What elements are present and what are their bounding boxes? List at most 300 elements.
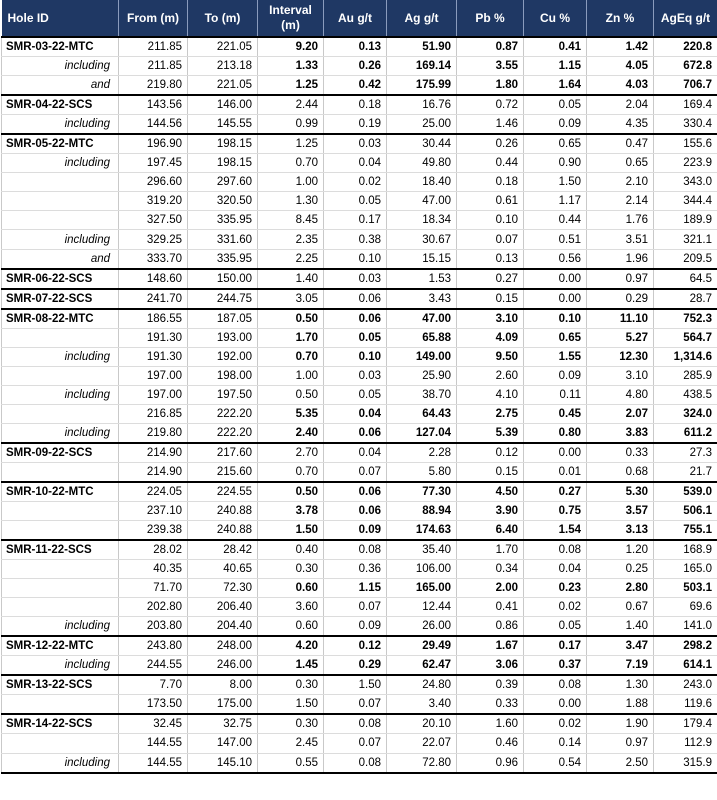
interval-cell: 2.40: [258, 424, 324, 444]
ag-cell: 165.00: [387, 579, 457, 598]
from-cell: 333.70: [119, 249, 188, 269]
ageq-cell: 141.0: [654, 617, 717, 637]
ag-cell: 1.53: [387, 269, 457, 289]
pb-cell: 0.39: [457, 675, 524, 695]
from-cell: 237.10: [119, 502, 188, 521]
table-row: [2, 37, 717, 57]
ag-cell: 3.43: [387, 289, 457, 309]
zn-cell: 4.03: [587, 76, 654, 96]
ag-cell: 25.00: [387, 115, 457, 135]
ageq-cell: 28.7: [654, 289, 717, 309]
header-zn: Zn %: [587, 0, 654, 37]
au-cell: 0.42: [324, 76, 387, 96]
pb-cell: 0.72: [457, 95, 524, 115]
cu-cell: 0.00: [524, 289, 587, 309]
interval-cell: 5.35: [258, 404, 324, 423]
interval-cell: 9.20: [258, 37, 324, 57]
ageq-cell: 285.9: [654, 366, 717, 385]
zn-cell: 0.68: [587, 463, 654, 483]
from-cell: 144.55: [119, 753, 188, 773]
pb-cell: 0.61: [457, 192, 524, 211]
ageq-cell: 169.4: [654, 95, 717, 115]
from-cell: 243.80: [119, 636, 188, 656]
au-cell: 1.15: [324, 579, 387, 598]
cu-cell: 1.15: [524, 57, 587, 76]
au-cell: 0.04: [324, 404, 387, 423]
table-row: [2, 521, 717, 541]
cu-cell: 0.14: [524, 734, 587, 753]
ageq-cell: 298.2: [654, 636, 717, 656]
ageq-cell: 119.6: [654, 695, 717, 715]
header-from: From (m): [119, 0, 188, 37]
from-cell: 191.30: [119, 347, 188, 366]
interval-cell: 8.45: [258, 211, 324, 230]
pb-cell: 3.90: [457, 502, 524, 521]
from-cell: 32.45: [119, 714, 188, 734]
ageq-cell: 165.0: [654, 560, 717, 579]
from-cell: 319.20: [119, 192, 188, 211]
table-row: [2, 617, 717, 637]
au-cell: 0.04: [324, 443, 387, 463]
ageq-cell: 564.7: [654, 328, 717, 347]
qualifier-cell: [2, 404, 119, 423]
cu-cell: 1.50: [524, 173, 587, 192]
table-row: [2, 57, 717, 76]
cu-cell: 0.05: [524, 95, 587, 115]
au-cell: 0.06: [324, 482, 387, 502]
zn-cell: 0.65: [587, 154, 654, 173]
zn-cell: 2.10: [587, 173, 654, 192]
pb-cell: 0.10: [457, 211, 524, 230]
interval-cell: 2.44: [258, 95, 324, 115]
from-cell: 191.30: [119, 328, 188, 347]
ag-cell: 175.99: [387, 76, 457, 96]
ag-cell: 51.90: [387, 37, 457, 57]
au-cell: 0.08: [324, 540, 387, 560]
table-row: [2, 366, 717, 385]
table-row: [2, 347, 717, 366]
ag-cell: 174.63: [387, 521, 457, 541]
pb-cell: 0.46: [457, 734, 524, 753]
zn-cell: 4.35: [587, 115, 654, 135]
pb-cell: 0.12: [457, 443, 524, 463]
au-cell: 0.04: [324, 154, 387, 173]
ageq-cell: 1,314.6: [654, 347, 717, 366]
from-cell: 196.90: [119, 134, 188, 154]
to-cell: 335.95: [188, 249, 258, 269]
pb-cell: 0.18: [457, 173, 524, 192]
qualifier-cell: [2, 579, 119, 598]
table-header-row: [2, 0, 717, 37]
ageq-cell: 209.5: [654, 249, 717, 269]
ageq-cell: 344.4: [654, 192, 717, 211]
from-cell: 244.55: [119, 656, 188, 676]
interval-cell: 2.70: [258, 443, 324, 463]
interval-cell: 0.50: [258, 482, 324, 502]
from-cell: 143.56: [119, 95, 188, 115]
qualifier-cell: [2, 560, 119, 579]
to-cell: 147.00: [188, 734, 258, 753]
zn-cell: 2.14: [587, 192, 654, 211]
cu-cell: 0.65: [524, 134, 587, 154]
zn-cell: 0.67: [587, 598, 654, 617]
pb-cell: 5.39: [457, 424, 524, 444]
ag-cell: 26.00: [387, 617, 457, 637]
from-cell: 202.80: [119, 598, 188, 617]
pb-cell: 1.80: [457, 76, 524, 96]
pb-cell: 1.70: [457, 540, 524, 560]
zn-cell: 1.40: [587, 617, 654, 637]
header-hole-id: Hole ID: [2, 0, 119, 37]
zn-cell: 2.50: [587, 753, 654, 773]
interval-cell: 1.50: [258, 695, 324, 715]
header-interval: Interval (m): [258, 0, 324, 37]
pb-cell: 0.13: [457, 249, 524, 269]
cu-cell: 0.41: [524, 37, 587, 57]
from-cell: 296.60: [119, 173, 188, 192]
table-row: [2, 192, 717, 211]
au-cell: 0.05: [324, 192, 387, 211]
pb-cell: 4.10: [457, 385, 524, 404]
ag-cell: 35.40: [387, 540, 457, 560]
ag-cell: 77.30: [387, 482, 457, 502]
zn-cell: 2.07: [587, 404, 654, 423]
table-row: [2, 249, 717, 269]
qualifier-cell: [2, 328, 119, 347]
to-cell: 197.50: [188, 385, 258, 404]
to-cell: 40.65: [188, 560, 258, 579]
ag-cell: 47.00: [387, 309, 457, 329]
ageq-cell: 223.9: [654, 154, 717, 173]
ageq-cell: 672.8: [654, 57, 717, 76]
ageq-cell: 155.6: [654, 134, 717, 154]
pb-cell: 2.75: [457, 404, 524, 423]
ag-cell: 3.40: [387, 695, 457, 715]
qualifier-cell: including: [2, 656, 119, 676]
qualifier-cell: [2, 192, 119, 211]
zn-cell: 3.10: [587, 366, 654, 385]
hole-id-cell: SMR-09-22-SCS: [2, 443, 119, 463]
to-cell: 222.20: [188, 404, 258, 423]
au-cell: 0.06: [324, 424, 387, 444]
interval-cell: 0.50: [258, 385, 324, 404]
pb-cell: 0.86: [457, 617, 524, 637]
ag-cell: 106.00: [387, 560, 457, 579]
from-cell: 197.00: [119, 366, 188, 385]
from-cell: 173.50: [119, 695, 188, 715]
interval-cell: 2.25: [258, 249, 324, 269]
pb-cell: 0.34: [457, 560, 524, 579]
ag-cell: 127.04: [387, 424, 457, 444]
zn-cell: 11.10: [587, 309, 654, 329]
interval-cell: 0.50: [258, 309, 324, 329]
interval-cell: 3.78: [258, 502, 324, 521]
cu-cell: 1.55: [524, 347, 587, 366]
to-cell: 198.15: [188, 154, 258, 173]
ag-cell: 29.49: [387, 636, 457, 656]
qualifier-cell: and: [2, 76, 119, 96]
interval-cell: 3.05: [258, 289, 324, 309]
cu-cell: 0.00: [524, 269, 587, 289]
cu-cell: 0.08: [524, 675, 587, 695]
to-cell: 224.55: [188, 482, 258, 502]
au-cell: 0.06: [324, 502, 387, 521]
from-cell: 197.00: [119, 385, 188, 404]
table-row: [2, 230, 717, 249]
au-cell: 0.17: [324, 211, 387, 230]
pb-cell: 0.44: [457, 154, 524, 173]
pb-cell: 0.26: [457, 134, 524, 154]
to-cell: 240.88: [188, 502, 258, 521]
pb-cell: 3.10: [457, 309, 524, 329]
ageq-cell: 112.9: [654, 734, 717, 753]
au-cell: 0.13: [324, 37, 387, 57]
table-row: [2, 656, 717, 676]
zn-cell: 2.80: [587, 579, 654, 598]
qualifier-cell: [2, 366, 119, 385]
to-cell: 240.88: [188, 521, 258, 541]
zn-cell: 1.96: [587, 249, 654, 269]
from-cell: 197.45: [119, 154, 188, 173]
zn-cell: 3.13: [587, 521, 654, 541]
au-cell: 0.26: [324, 57, 387, 76]
cu-cell: 0.11: [524, 385, 587, 404]
from-cell: 216.85: [119, 404, 188, 423]
from-cell: 219.80: [119, 76, 188, 96]
ag-cell: 149.00: [387, 347, 457, 366]
ageq-cell: 438.5: [654, 385, 717, 404]
to-cell: 146.00: [188, 95, 258, 115]
pb-cell: 3.06: [457, 656, 524, 676]
qualifier-cell: including: [2, 57, 119, 76]
pb-cell: 6.40: [457, 521, 524, 541]
au-cell: 0.06: [324, 289, 387, 309]
interval-cell: 0.70: [258, 347, 324, 366]
table-row: [2, 309, 717, 329]
ag-cell: 25.90: [387, 366, 457, 385]
from-cell: 211.85: [119, 37, 188, 57]
ag-cell: 72.80: [387, 753, 457, 773]
ageq-cell: 706.7: [654, 76, 717, 96]
header-to: To (m): [188, 0, 258, 37]
cu-cell: 0.00: [524, 443, 587, 463]
to-cell: 187.05: [188, 309, 258, 329]
au-cell: 0.06: [324, 309, 387, 329]
interval-cell: 1.40: [258, 269, 324, 289]
qualifier-cell: and: [2, 249, 119, 269]
table-row: [2, 695, 717, 715]
hole-id-cell: SMR-06-22-SCS: [2, 269, 119, 289]
table-row: [2, 95, 717, 115]
to-cell: 145.55: [188, 115, 258, 135]
to-cell: 222.20: [188, 424, 258, 444]
to-cell: 297.60: [188, 173, 258, 192]
table-row: [2, 424, 717, 444]
table-row: [2, 134, 717, 154]
ag-cell: 12.44: [387, 598, 457, 617]
interval-cell: 1.25: [258, 76, 324, 96]
interval-cell: 2.35: [258, 230, 324, 249]
interval-cell: 0.99: [258, 115, 324, 135]
table-row: [2, 482, 717, 502]
au-cell: 0.18: [324, 95, 387, 115]
interval-cell: 0.70: [258, 463, 324, 483]
table-row: [2, 753, 717, 773]
ag-cell: 64.43: [387, 404, 457, 423]
interval-cell: 1.50: [258, 521, 324, 541]
au-cell: 0.02: [324, 173, 387, 192]
to-cell: 198.15: [188, 134, 258, 154]
ag-cell: 169.14: [387, 57, 457, 76]
ag-cell: 20.10: [387, 714, 457, 734]
au-cell: 0.12: [324, 636, 387, 656]
interval-cell: 1.33: [258, 57, 324, 76]
zn-cell: 1.76: [587, 211, 654, 230]
table-row: [2, 76, 717, 96]
pb-cell: 2.00: [457, 579, 524, 598]
interval-cell: 3.60: [258, 598, 324, 617]
to-cell: 175.00: [188, 695, 258, 715]
cu-cell: 0.02: [524, 598, 587, 617]
from-cell: 203.80: [119, 617, 188, 637]
table-row: [2, 328, 717, 347]
from-cell: 7.70: [119, 675, 188, 695]
pb-cell: 0.41: [457, 598, 524, 617]
cu-cell: 0.75: [524, 502, 587, 521]
to-cell: 193.00: [188, 328, 258, 347]
cu-cell: 0.37: [524, 656, 587, 676]
ag-cell: 62.47: [387, 656, 457, 676]
cu-cell: 0.80: [524, 424, 587, 444]
hole-id-cell: SMR-13-22-SCS: [2, 675, 119, 695]
cu-cell: 0.04: [524, 560, 587, 579]
to-cell: 8.00: [188, 675, 258, 695]
au-cell: 0.05: [324, 328, 387, 347]
header-ageq: AgEq g/t: [654, 0, 717, 37]
to-cell: 246.00: [188, 656, 258, 676]
ageq-cell: 321.1: [654, 230, 717, 249]
cu-cell: 0.05: [524, 617, 587, 637]
table-row: [2, 714, 717, 734]
cu-cell: 0.90: [524, 154, 587, 173]
ageq-cell: 189.9: [654, 211, 717, 230]
ag-cell: 18.34: [387, 211, 457, 230]
au-cell: 0.38: [324, 230, 387, 249]
pb-cell: 3.55: [457, 57, 524, 76]
to-cell: 248.00: [188, 636, 258, 656]
pb-cell: 1.67: [457, 636, 524, 656]
cu-cell: 1.17: [524, 192, 587, 211]
pb-cell: 0.27: [457, 269, 524, 289]
au-cell: 0.07: [324, 695, 387, 715]
qualifier-cell: [2, 502, 119, 521]
ageq-cell: 503.1: [654, 579, 717, 598]
ageq-cell: 324.0: [654, 404, 717, 423]
au-cell: 0.07: [324, 598, 387, 617]
au-cell: 0.36: [324, 560, 387, 579]
au-cell: 0.03: [324, 134, 387, 154]
cu-cell: 0.02: [524, 714, 587, 734]
to-cell: 335.95: [188, 211, 258, 230]
pb-cell: 1.46: [457, 115, 524, 135]
cu-cell: 0.65: [524, 328, 587, 347]
table-body: [2, 37, 717, 773]
ag-cell: 2.28: [387, 443, 457, 463]
zn-cell: 2.04: [587, 95, 654, 115]
to-cell: 150.00: [188, 269, 258, 289]
ageq-cell: 27.3: [654, 443, 717, 463]
table-row: [2, 598, 717, 617]
interval-cell: 1.25: [258, 134, 324, 154]
ageq-cell: 614.1: [654, 656, 717, 676]
ageq-cell: 611.2: [654, 424, 717, 444]
from-cell: 224.05: [119, 482, 188, 502]
cu-cell: 0.54: [524, 753, 587, 773]
hole-id-cell: SMR-04-22-SCS: [2, 95, 119, 115]
qualifier-cell: including: [2, 617, 119, 637]
interval-cell: 0.40: [258, 540, 324, 560]
ag-cell: 65.88: [387, 328, 457, 347]
to-cell: 192.00: [188, 347, 258, 366]
qualifier-cell: including: [2, 154, 119, 173]
ageq-cell: 755.1: [654, 521, 717, 541]
ageq-cell: 506.1: [654, 502, 717, 521]
pb-cell: 0.96: [457, 753, 524, 773]
zn-cell: 4.05: [587, 57, 654, 76]
au-cell: 0.09: [324, 521, 387, 541]
zn-cell: 0.47: [587, 134, 654, 154]
table-row: [2, 154, 717, 173]
cu-cell: 0.23: [524, 579, 587, 598]
table-row: [2, 734, 717, 753]
zn-cell: 0.25: [587, 560, 654, 579]
ageq-cell: 64.5: [654, 269, 717, 289]
hole-id-cell: SMR-12-22-MTC: [2, 636, 119, 656]
au-cell: 0.08: [324, 753, 387, 773]
to-cell: 221.05: [188, 37, 258, 57]
table-row: [2, 502, 717, 521]
hole-id-cell: SMR-10-22-MTC: [2, 482, 119, 502]
to-cell: 206.40: [188, 598, 258, 617]
ag-cell: 30.67: [387, 230, 457, 249]
from-cell: 28.02: [119, 540, 188, 560]
hole-id-cell: SMR-07-22-SCS: [2, 289, 119, 309]
pb-cell: 4.50: [457, 482, 524, 502]
cu-cell: 1.64: [524, 76, 587, 96]
interval-cell: 0.30: [258, 714, 324, 734]
pb-cell: 0.33: [457, 695, 524, 715]
interval-cell: 0.30: [258, 675, 324, 695]
zn-cell: 3.47: [587, 636, 654, 656]
ageq-cell: 21.7: [654, 463, 717, 483]
from-cell: 211.85: [119, 57, 188, 76]
hole-id-cell: SMR-11-22-SCS: [2, 540, 119, 560]
au-cell: 0.10: [324, 249, 387, 269]
table-row: [2, 173, 717, 192]
qualifier-cell: including: [2, 385, 119, 404]
cu-cell: 0.10: [524, 309, 587, 329]
au-cell: 0.10: [324, 347, 387, 366]
qualifier-cell: [2, 695, 119, 715]
hole-id-cell: SMR-03-22-MTC: [2, 37, 119, 57]
hole-id-cell: SMR-08-22-MTC: [2, 309, 119, 329]
from-cell: 214.90: [119, 443, 188, 463]
from-cell: 327.50: [119, 211, 188, 230]
zn-cell: 0.97: [587, 269, 654, 289]
to-cell: 145.10: [188, 753, 258, 773]
au-cell: 0.08: [324, 714, 387, 734]
header-ag: Ag g/t: [387, 0, 457, 37]
